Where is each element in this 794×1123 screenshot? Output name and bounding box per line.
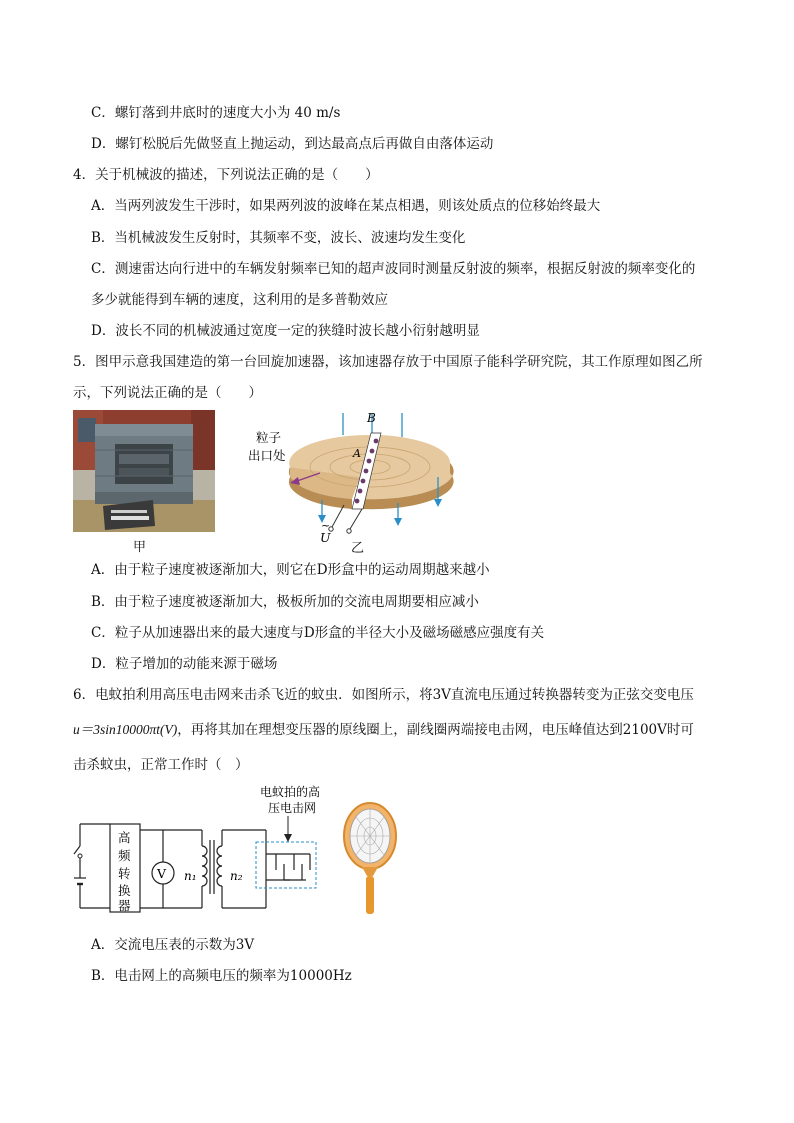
q4-option-c-line2: 多少就能得到车辆的速度，这利用的是多普勒效应 <box>91 292 388 308</box>
exit-label-line1: 粒子 <box>256 430 282 445</box>
q6-formula: u＝3sin10000πt(V) <box>73 722 178 737</box>
q4-option-c-line1: C．测速雷达向行进中的车辆发射频率已知的超声波同时测量反射波的频率，根据反射波的频率变化的 <box>91 261 696 277</box>
converter-char-5: 器 <box>118 898 131 913</box>
q6-stem-line1: 6．电蚊拍利用高压电击网来击杀飞近的蚊虫．如图所示，将3V直流电压通过转换器转变为正弦交变电压 <box>73 687 694 703</box>
cyclotron-diagram <box>240 405 470 553</box>
label-b: B <box>367 411 376 425</box>
q4-stem: 4．关于机械波的描述，下列说法正确的是（ ） <box>73 167 379 183</box>
converter-char-3: 转 <box>118 866 131 881</box>
q6-stem-line2 <box>73 721 694 739</box>
converter-char-2: 频 <box>118 848 131 863</box>
voltmeter-label: V <box>157 866 167 881</box>
q5-option-c: C．粒子从加速器出来的最大速度与D形盒的半径大小及磁场磁感应强度有关 <box>91 625 545 641</box>
figure-b-label: 乙 <box>351 541 365 556</box>
converter-char-1: 高 <box>118 830 131 845</box>
q3-option-d: D．螺钉松脱后先做竖直上抛运动，到达最高点后再做自由落体运动 <box>91 136 494 152</box>
figure-a-label: 甲 <box>133 540 147 555</box>
q6-option-b: B．电击网上的高频电压的频率为10000Hz <box>91 968 352 984</box>
secondary-turns-label: n₂ <box>230 869 243 883</box>
q6-stem-line3: 击杀蚊虫，正常工作时（ ） <box>73 757 249 773</box>
q5-stem-line2: 示，下列说法正确的是（ ） <box>73 385 262 401</box>
q5-stem-line1: 5．图甲示意我国建造的第一台回旋加速器，该加速器存放于中国原子能科学研究院，其工作原理如图乙所 <box>73 354 703 370</box>
q5-option-d: D．粒子增加的动能来源于磁场 <box>91 656 278 672</box>
label-a: A <box>353 447 361 460</box>
converter-char-4: 换 <box>118 883 131 898</box>
exit-label-line2: 出口处 <box>248 448 286 463</box>
mosquito-swatter-circuit <box>70 784 450 916</box>
q3-option-c: C．螺钉落到井底时的速度大小为 40 m/s <box>91 105 341 121</box>
primary-turns-label: n₁ <box>184 869 197 883</box>
cyclotron-photo <box>73 410 215 532</box>
label-u-tilde: ~ <box>321 519 331 532</box>
q4-option-d: D．波长不同的机械波通过宽度一定的狭缝时波长越小衍射越明显 <box>91 323 480 339</box>
net-label-line2: 压电击网 <box>268 801 317 815</box>
net-label-line1: 电蚊拍的高 <box>260 785 321 799</box>
swatter-icon <box>344 803 396 914</box>
q4-option-b: B．当机械波发生反射时，其频率不变，波长、波速均发生变化 <box>91 230 466 246</box>
q6-stem-line2-rest: ，再将其加在理想变压器的原线圈上，副线圈两端接电击网，电压峰值达到2100V时可 <box>177 722 694 738</box>
q4-option-a: A．当两列波发生干涉时，如果两列波的波峰在某点相遇，则该处质点的位移始终最大 <box>91 198 601 214</box>
q5-option-a: A．由于粒子速度被逐渐加大，则它在D形盒中的运动周期越来越小 <box>91 562 490 578</box>
label-u: U <box>320 530 331 545</box>
q5-option-b: B．由于粒子速度被逐渐加大，极板所加的交流电周期要相应减小 <box>91 594 479 610</box>
q6-option-a: A．交流电压表的示数为3V <box>91 937 255 953</box>
